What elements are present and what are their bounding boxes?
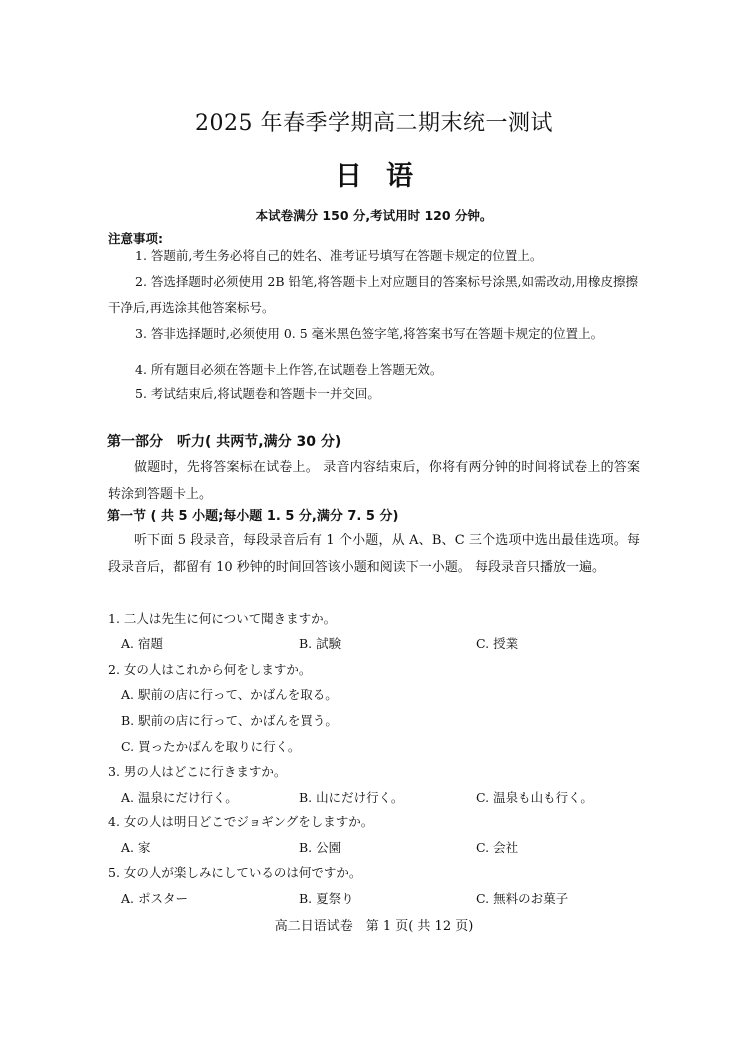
q1-option-b: B. 試験 bbox=[299, 636, 342, 651]
question-3: 3. 男の人はどこに行きますか。 bbox=[108, 764, 287, 779]
exam-title: 2025 年春季学期高二期末统一测试 bbox=[195, 111, 553, 136]
section1-instruction: 听下面 5 段录音，每段录音后有 1 个小题，从 A、B、C 三个选项中选出最佳选项。每段录音后，都留有 10 秒钟的时间回答该小题和阅读下一小题。 每段录音只播放一遍。 bbox=[108, 533, 640, 575]
notice-item-2 bbox=[108, 269, 638, 321]
notice-item-text: 3. 答非选择题时,必须使用 0. 5 毫米黑色签字笔,将答案书写在答题卡规定的位置上。 bbox=[135, 326, 604, 341]
page-footer: 高二日语试卷 第 1 页( 共 12 页) bbox=[274, 919, 474, 934]
notice-item-5 bbox=[108, 381, 638, 407]
section1-heading: 第一节 ( 共 5 小题;每小题 1. 5 分,满分 7. 5 分) bbox=[107, 509, 399, 524]
notice-item-3 bbox=[108, 321, 638, 347]
notice-item-text: 2. 答选择题时必须使用 2B 铅笔,将答题卡上对应题目的答案标号涂黑,如需改动,用橡皮擦擦干净后,再选涂其他答案标号。 bbox=[108, 274, 638, 315]
q3-option-a: A. 温泉にだけ行く。 bbox=[121, 790, 238, 805]
q5-option-b: B. 夏祭り bbox=[299, 891, 354, 906]
notice-item-text: 1. 答题前,考生务必将自己的姓名、准考证号填写在答题卡规定的位置上。 bbox=[135, 248, 543, 263]
question-5: 5. 女の人が楽しみにしているのは何ですか。 bbox=[108, 865, 362, 880]
q2-option-c: C. 買ったかばんを取りに行く。 bbox=[121, 739, 301, 754]
q4-option-b: B. 公園 bbox=[299, 840, 342, 855]
q4-option-a: A. 家 bbox=[121, 840, 151, 855]
q1-option-a: A. 宿題 bbox=[121, 636, 163, 651]
q2-option-a: A. 駅前の店に行って、かばんを取る。 bbox=[121, 687, 338, 702]
q1-option-c: C. 授業 bbox=[476, 636, 519, 651]
notice-item-1 bbox=[108, 243, 638, 269]
notice-heading: 注意事项: bbox=[108, 231, 163, 246]
notice-item-text: 4. 所有题目必须在答题卡上作答,在试题卷上答题无效。 bbox=[135, 362, 443, 377]
notice-item-text: 5. 考试结束后,将试题卷和答题卡一并交回。 bbox=[135, 386, 380, 401]
exam-info: 本试卷满分 150 分,考试用时 120 分钟。 bbox=[255, 208, 493, 223]
notice-item-4 bbox=[108, 357, 638, 383]
question-2: 2. 女の人はこれから何をしますか。 bbox=[108, 662, 312, 677]
question-4: 4. 女の人は明日どこでジョギングをしますか。 bbox=[108, 814, 374, 829]
question-1: 1. 二人は先生に何について聞きますか。 bbox=[108, 611, 337, 626]
q3-option-c: C. 温泉も山も行く。 bbox=[476, 790, 593, 805]
q3-option-b: B. 山にだけ行く。 bbox=[299, 790, 404, 805]
q4-option-c: C. 会社 bbox=[476, 840, 519, 855]
part1-heading: 第一部分 听力( 共两节,满分 30 分) bbox=[107, 434, 342, 450]
q5-option-a: A. ポスター bbox=[121, 891, 188, 906]
q2-option-b: B. 駅前の店に行って、かばんを買う。 bbox=[121, 713, 338, 728]
q5-option-c: C. 無料のお菓子 bbox=[476, 891, 569, 906]
part1-instruction: 做题时，先将答案标在试卷上。 录音内容结束后，你将有两分钟的时间将试卷上的答案转涂到答题卡上。 bbox=[108, 460, 640, 502]
subject-title: 日语 bbox=[335, 161, 437, 192]
